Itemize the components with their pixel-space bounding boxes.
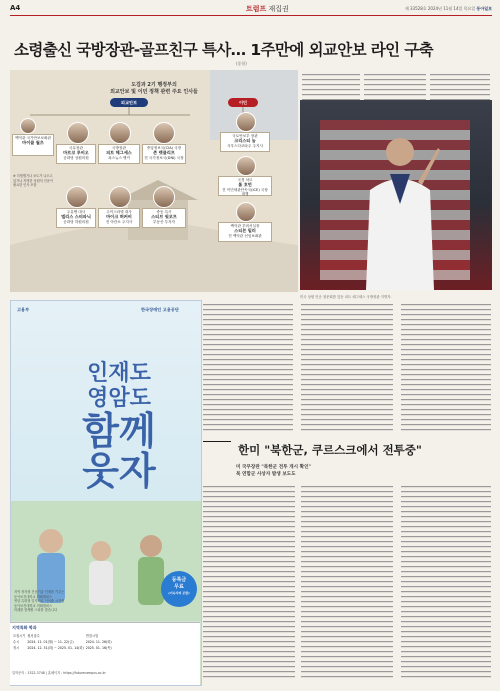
role: 중앙정보국(CIA) 국장 — [146, 146, 182, 150]
graphic-title-line1: 도검과 2기 행정부의 — [131, 82, 177, 88]
note: 전 아칸소 주지사 — [105, 219, 133, 224]
person-huckabee — [98, 208, 140, 228]
badge-line3: (기숙사비 포함) — [168, 591, 190, 595]
subhead-line1: 미 국무장관 "북한군 전투 개시 확인" — [236, 465, 311, 470]
note: 전 이민세관단속국(ICE) 국장 대행 — [222, 187, 268, 197]
page-number: A4 — [10, 4, 21, 12]
free-tuition-badge — [161, 571, 197, 607]
person-noem — [220, 132, 270, 152]
avatar-waltz — [20, 118, 36, 134]
ad-slogan-line1: 함께 — [82, 409, 156, 453]
avatar-rubio — [67, 122, 89, 144]
note: 전 국가정보국(DNI) 국장 — [144, 155, 184, 160]
main-headline: 소령출신 국방장관-골프친구 특사… 1주만에 외교안보 라인 구축 — [14, 41, 434, 59]
avatar-ratcliffe — [153, 122, 175, 144]
name: 스티브 윗코프 — [151, 213, 177, 219]
name: 마르코 루비오 — [63, 149, 89, 155]
avatar-huckabee — [109, 186, 131, 208]
bottom-story-text — [203, 482, 493, 686]
subhead-line2: 북 연합군 사상자 발생 보도도 — [236, 472, 296, 477]
ad-title-line2: 영암도 — [87, 386, 151, 411]
table-row — [12, 644, 113, 650]
role: 주이스라엘 대사 — [106, 210, 132, 214]
person-ratcliffe — [142, 144, 186, 164]
col-header: 원서접수 — [27, 633, 40, 638]
ad-org-left: 고용부 — [17, 307, 30, 312]
person-hegseth — [98, 144, 140, 164]
role: 국무장관 — [69, 146, 83, 150]
ad-title-line1: 인재도 — [87, 361, 151, 386]
table-cell: 2024. 11. 01(월) ~ 11. 22(금) — [27, 639, 74, 644]
avatar-miller — [236, 202, 256, 222]
col-header: 모집시기 — [13, 633, 26, 638]
ad-org-right: 한국장애인 고용공단 — [141, 307, 179, 312]
avatar-stefanik — [66, 186, 88, 208]
role: 국경 차르 — [237, 178, 253, 182]
graphic-footnote: ※ 지명했거나 보도가 나오고 있거나 지명한 상원의 인준이 필요한 인사 포함 — [13, 174, 53, 188]
note: 공화당 하원의원 — [63, 219, 89, 224]
note: 폭스뉴스 앵커 — [108, 155, 130, 160]
person-stefanik — [56, 208, 96, 228]
badge-line2: 무료 — [174, 583, 184, 590]
note: 사우스다코타주 주지사 — [227, 143, 263, 148]
note: 전 백악관 선임보좌관 — [228, 233, 262, 238]
role: 국방장관 — [112, 146, 126, 150]
bottom-story-headline: 한미 "북한군, 쿠르스크에서 전투중" — [238, 443, 422, 457]
avatar-witkoff — [153, 186, 175, 208]
avatar-noem — [236, 112, 256, 132]
page-header — [10, 3, 492, 16]
category-foreign-policy: 외교안보 — [110, 98, 148, 107]
middle-article-text — [203, 300, 493, 438]
role: 백악관 부비서실장 — [230, 224, 260, 228]
avatar-homan — [236, 156, 256, 176]
name: 엘리스 스터파닉 — [61, 213, 91, 219]
ad-footer: 입학문의 : 1522-3748 | 홈페이지 : https://futurecampus.ac.kr — [12, 671, 106, 675]
person-rubio — [56, 144, 96, 164]
name: 마이크 허커비 — [106, 213, 132, 219]
hegseth-photo — [300, 100, 492, 290]
paper-name: 동아일보 — [476, 6, 492, 11]
role: 중동 특사 — [156, 210, 172, 214]
table-title: 지역특화 학과 — [12, 625, 37, 630]
person-miller — [218, 222, 272, 242]
ad-schedule-table — [10, 622, 200, 685]
ad-bullet: 동아보건대학교 미래캠퍼스 — [14, 603, 52, 608]
name: 톰 호먼 — [238, 181, 252, 187]
bottom-story-subheads — [236, 464, 311, 478]
role: 주유엔 대사 — [66, 210, 86, 214]
byline: (종합) — [236, 61, 247, 66]
role: 백악관 국가안보보좌관 — [15, 136, 51, 140]
table-cell: 2025. 01. 16(목) — [85, 645, 112, 650]
person-witkoff — [142, 208, 186, 228]
schedule-table — [12, 632, 113, 651]
name: 피트 헤그세스 — [106, 149, 132, 155]
table-cell: 2024. 11. 26(화) — [85, 639, 112, 644]
note: 공화당 상원의원 — [63, 155, 89, 160]
person-homan — [218, 176, 272, 196]
ad-slogan-line2: 웃자 — [82, 449, 156, 493]
person-waltz — [12, 134, 54, 156]
ad-slogan — [59, 411, 179, 491]
table-cell: 정시 — [13, 645, 20, 650]
section-rest: 재집권 — [266, 5, 289, 13]
ad-bullet: 지역 정착형 전문기술 인재를 키우는 — [14, 590, 65, 594]
table-row — [12, 638, 113, 644]
badge-line1: 등록금 — [171, 577, 187, 583]
issue-meta — [405, 6, 492, 12]
ad-bullet: 동아보건대학교 미래캠퍼스 — [14, 594, 52, 599]
section-brand: 트럼프 — [246, 5, 267, 13]
person-silhouette — [360, 130, 440, 290]
name: 마이클 월츠 — [22, 139, 44, 145]
name: 존 랫클리프 — [153, 149, 175, 155]
category-immigration: 이민 — [228, 98, 258, 107]
ad-title — [59, 361, 179, 411]
note: 부동산 투자자 — [153, 219, 175, 224]
ad-bullets — [14, 590, 134, 613]
photo-caption: 미국 상원 인준 청문회를 앞둔 피트 헤그세스 국방장관 지명자. — [300, 295, 392, 299]
role: 국토안보부 장관 — [232, 134, 258, 138]
issue-date: 2024년 11월 14일 목요일 — [427, 6, 476, 11]
graphic-title-line2: 외교안보 및 이민 정책 관련 주요 인사들 — [110, 89, 198, 95]
bottom-story-rule — [203, 441, 231, 458]
ad-bullet: 영암 특화형 일자리로 이어줄 시작점 — [14, 599, 65, 604]
issue-number: 제 33528호 — [404, 6, 427, 11]
name: 크리스티 놈 — [234, 137, 256, 143]
table-cell: 2024. 12. 31(화) ~ 2025. 01. 14(화) — [27, 645, 84, 650]
avatar-hegseth — [109, 122, 131, 144]
ad-bullet: 미래를 함께할 스타를 찾습니다 — [14, 608, 58, 613]
table-cell: 수시 — [13, 639, 20, 644]
name: 스티븐 밀러 — [234, 227, 256, 233]
section-label — [246, 4, 289, 14]
officials-graphic — [10, 70, 298, 292]
col-header: 면접시험 — [85, 633, 99, 638]
